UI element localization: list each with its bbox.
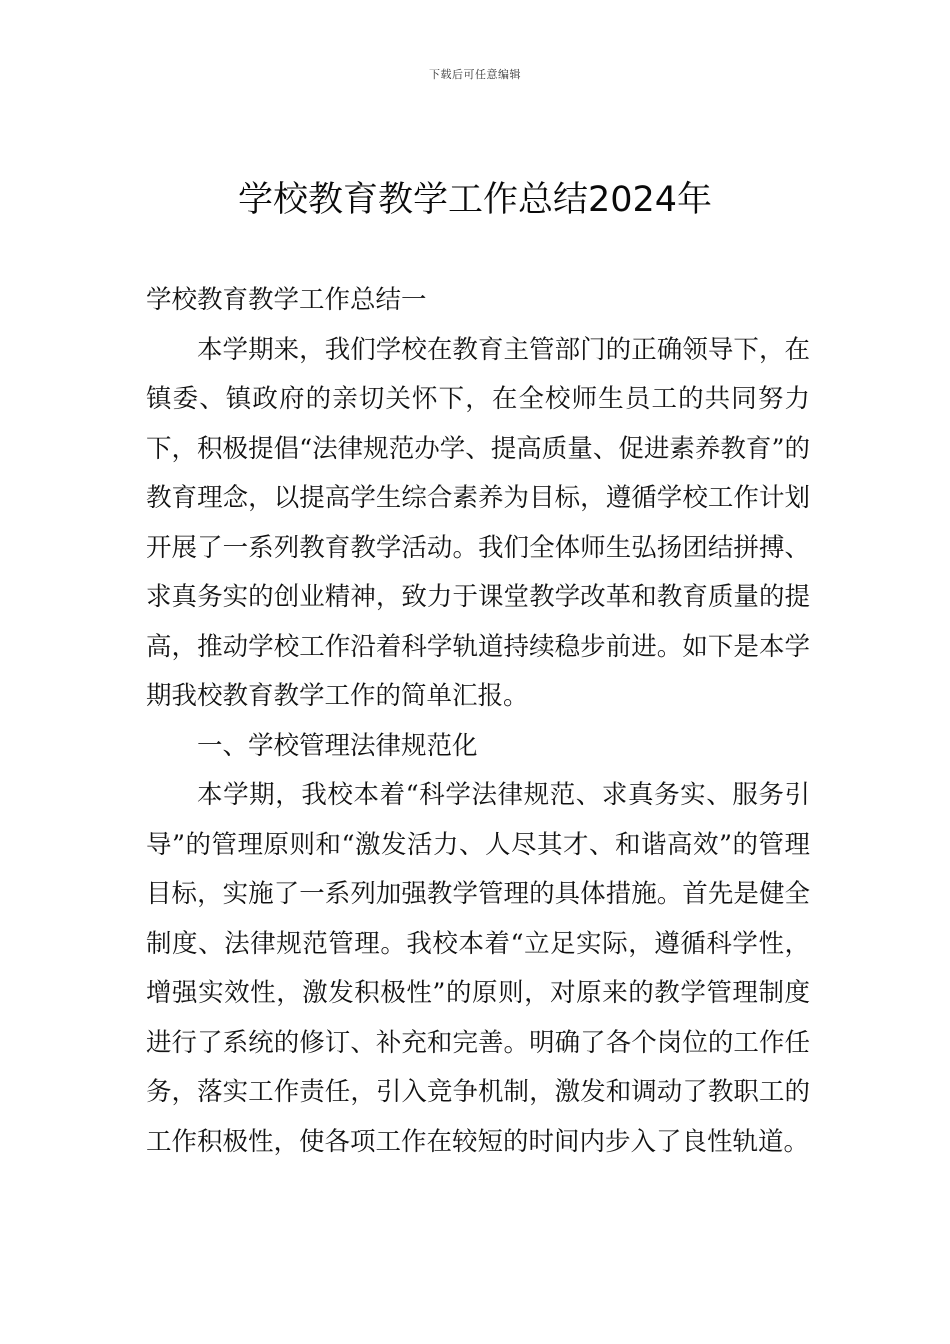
document-body (146, 276, 810, 1167)
section-heading: 一、学校管理法律规范化 (197, 730, 478, 761)
paragraph-management: 本学期，我校本着“科学法律规范、求真务实、服务引导”的管理原则和“激发活力、人尽其才、和谐高效”的管理目标，实施了一系列加强教学管理的具体措施。首先是健全制度、法律规范管理。我校本着“立足实际，遵循科学性，增强实效性，激发积极性”的原则，对原来的教学管理制度进行了系统的修订、补充和完善。明确了各个岗位的工作任务，落实工作责任，引入竞争机制，激发和调动了教职工的工作积极性，使各项工作在较短的时间内步入了良性轨道。 (146, 780, 810, 1157)
header-note: 下载后可任意编辑 (429, 68, 521, 81)
section-subtitle: 学校教育教学工作总结一 (146, 285, 427, 315)
paragraph-intro: 本学期来，我们学校在教育主管部门的正确领导下，在镇委、镇政府的亲切关怀下，在全校师生员工的共同努力下，积极提倡“法律规范办学、提高质量、促进素养教育”的教育理念，以提高学生综合素养为目标，遵循学校工作计划开展了一系列教育教学活动。我们全体师生弘扬团结拼搏、求真务实的创业精神，致力于课堂教学改革和教育质量的提高，推动学校工作沿着科学轨道持续稳步前进。如下是本学期我校教育教学工作的简单汇报。 (146, 334, 810, 711)
document-title: 学校教育教学工作总结2024年 (237, 180, 713, 220)
